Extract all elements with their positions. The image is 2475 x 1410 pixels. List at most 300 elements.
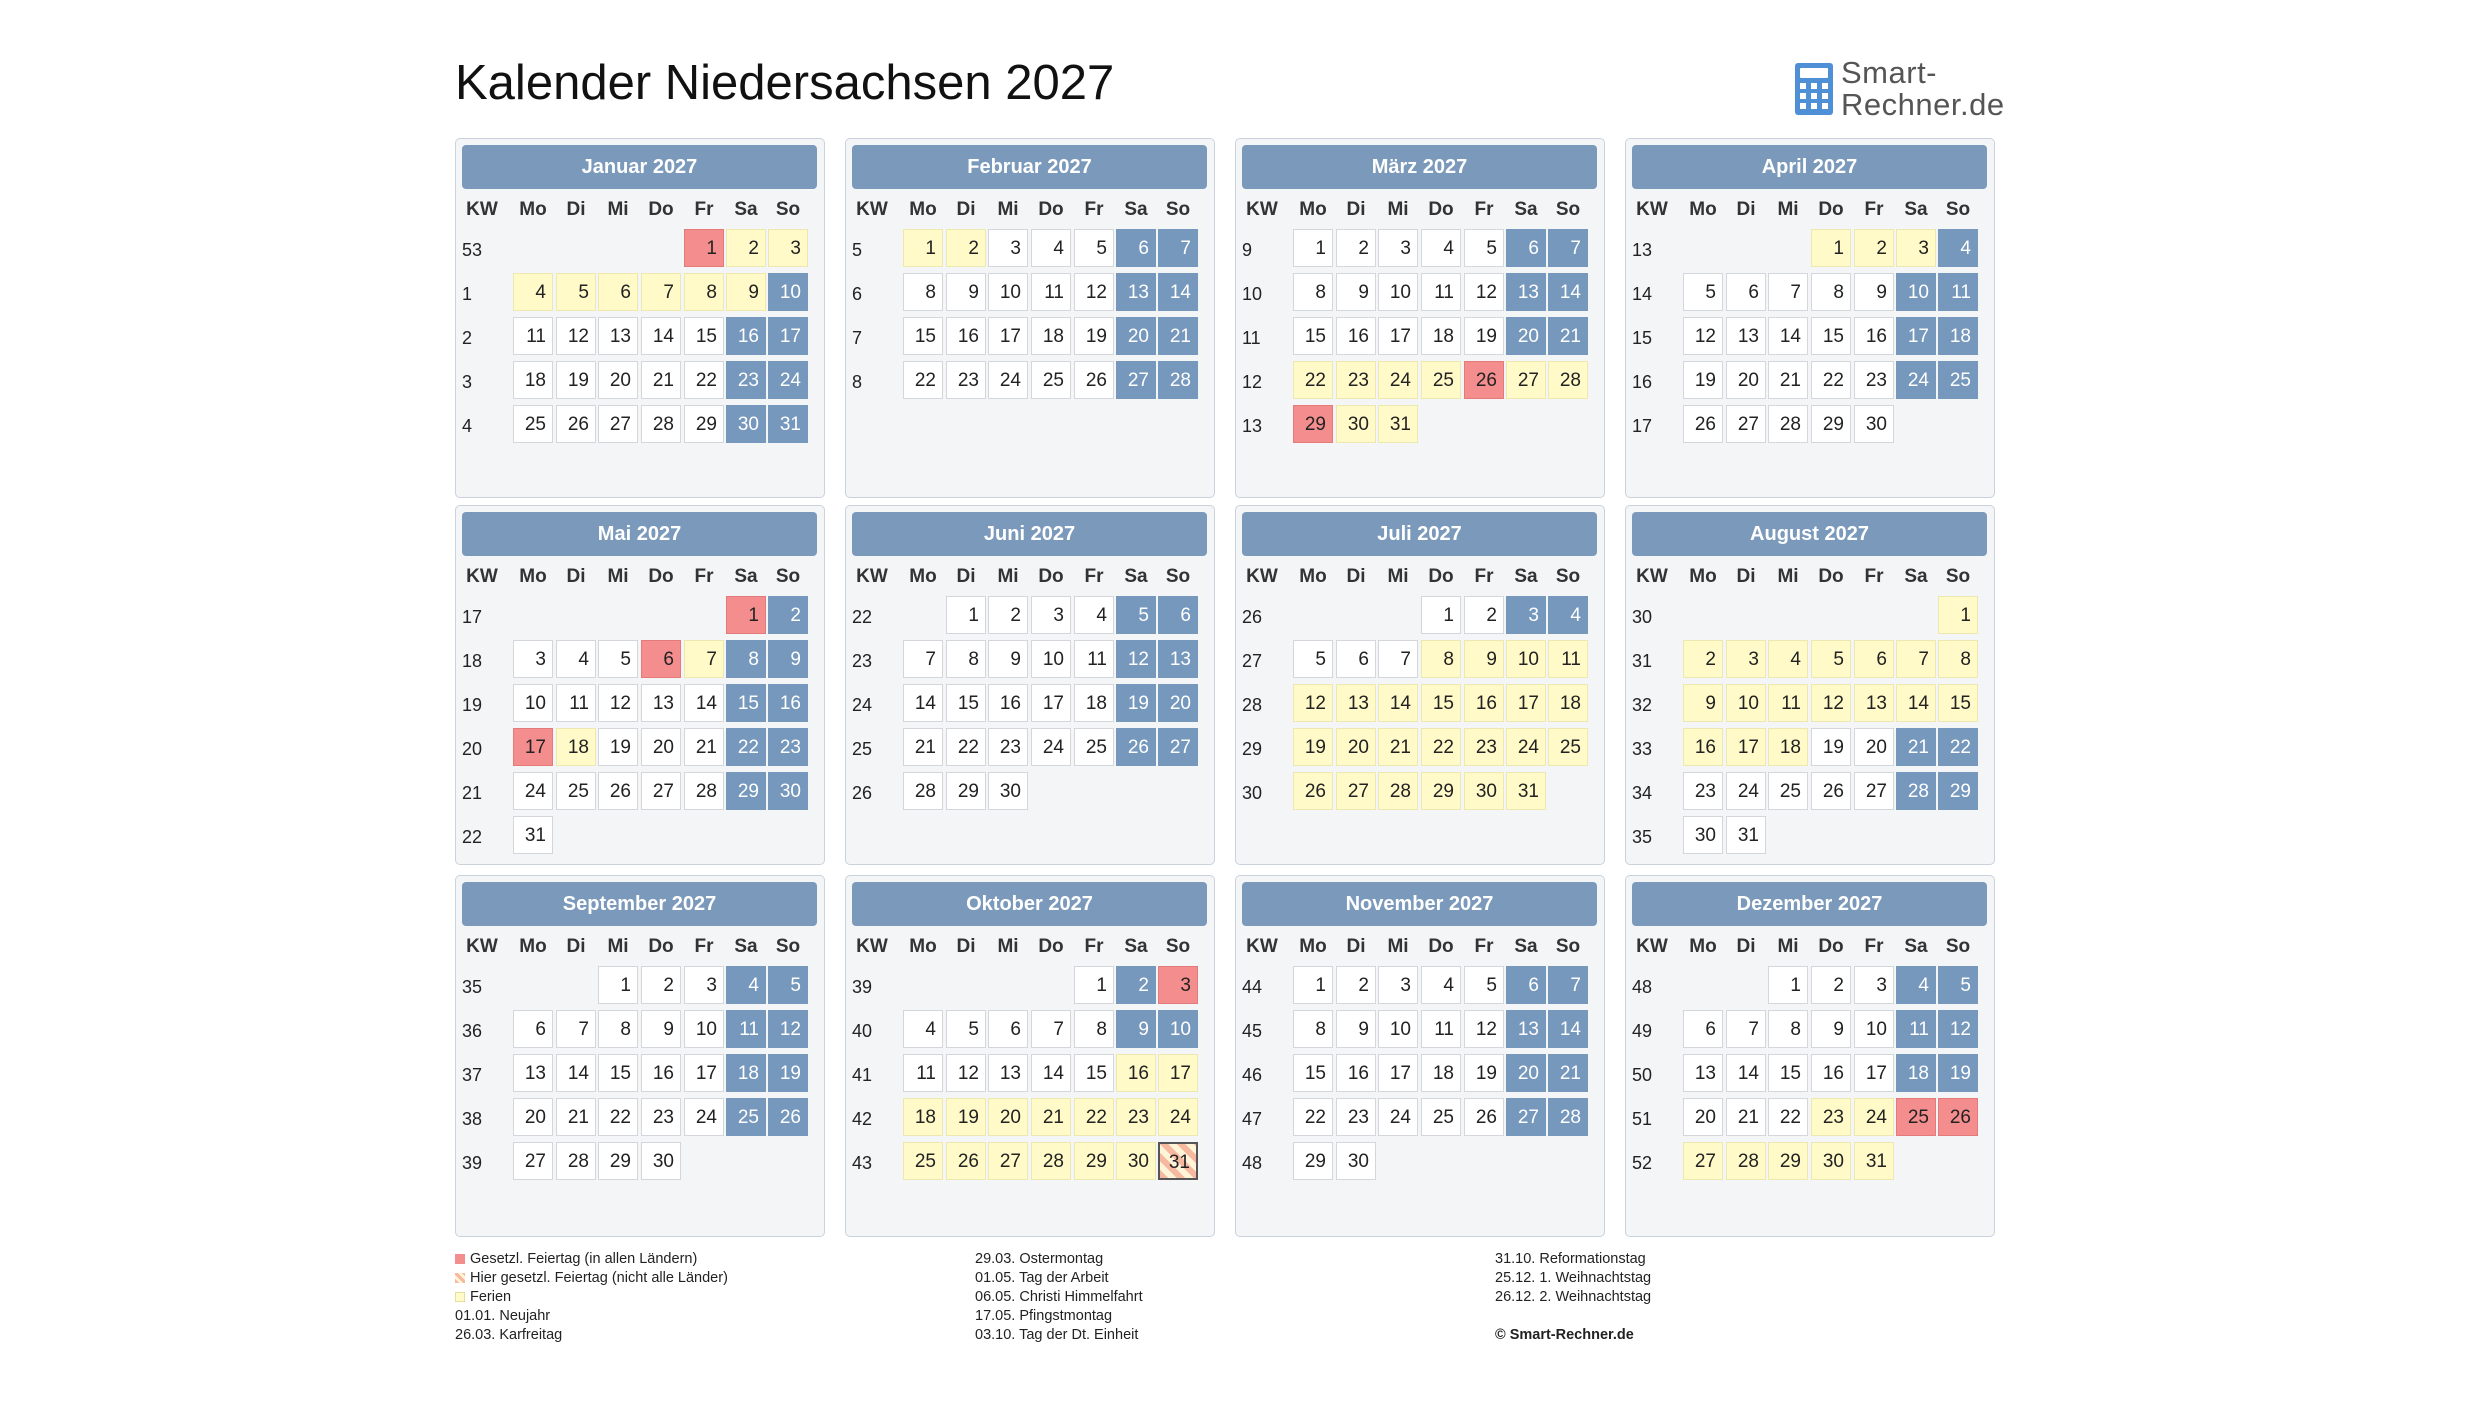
weekday-header: Mi — [607, 199, 629, 220]
day-cell: 23 — [1683, 772, 1723, 810]
weekday-header: Sa — [1904, 936, 1928, 957]
day-cell: 29 — [1938, 772, 1978, 810]
day-cell: 23 — [1854, 361, 1894, 399]
day-cell: 5 — [768, 966, 808, 1004]
legend-text: 1. Weihnachtstag — [1539, 1270, 1652, 1286]
week-number: 33 — [1632, 739, 1653, 759]
day-cell: 3 — [768, 229, 808, 267]
week-number: 5 — [852, 240, 863, 260]
week-number: 39 — [852, 977, 873, 997]
weekday-header: Do — [1818, 936, 1844, 957]
week-number: 34 — [1632, 783, 1653, 803]
day-cell: 28 — [1548, 1098, 1588, 1136]
day-cell: 27 — [1116, 361, 1156, 399]
day-cell: 22 — [1074, 1098, 1114, 1136]
day-cell: 11 — [726, 1010, 766, 1048]
day-cell: 2 — [768, 596, 808, 634]
logo-text-line2: Rechner.de — [1841, 87, 2005, 122]
legend-item — [975, 1269, 1143, 1288]
day-cell: 21 — [556, 1098, 596, 1136]
day-cell: 17 — [513, 728, 553, 766]
weekday-header: KW — [466, 199, 498, 220]
day-cell: 11 — [1938, 273, 1978, 311]
day-cell: 11 — [1768, 684, 1808, 722]
week-number: 46 — [1242, 1065, 1263, 1085]
day-cell: 26 — [1074, 361, 1114, 399]
weekday-header: So — [775, 566, 801, 587]
day-cell: 15 — [1768, 1054, 1808, 1092]
month-title: Mai 2027 — [462, 512, 817, 556]
day-cell: 24 — [1854, 1098, 1894, 1136]
day-cell: 9 — [1683, 684, 1723, 722]
day-cell: 9 — [1116, 1010, 1156, 1048]
day-cell: 19 — [946, 1098, 986, 1136]
day-cell: 29 — [1293, 405, 1333, 443]
day-cell: 31 — [1158, 1142, 1198, 1180]
day-cell: 9 — [726, 273, 766, 311]
week-number: 22 — [852, 607, 873, 627]
day-cell: 6 — [513, 1010, 553, 1048]
day-cell: 12 — [598, 684, 638, 722]
day-cell: 13 — [1854, 684, 1894, 722]
day-cell: 12 — [1938, 1010, 1978, 1048]
day-cell: 5 — [1811, 640, 1851, 678]
week-number: 18 — [462, 651, 483, 671]
day-cell: 19 — [1938, 1054, 1978, 1092]
day-cell: 16 — [1811, 1054, 1851, 1092]
day-cell: 25 — [556, 772, 596, 810]
day-cell: 29 — [946, 772, 986, 810]
day-cell: 18 — [903, 1098, 943, 1136]
weekday-header: Mo — [519, 566, 547, 587]
day-cell: 25 — [1896, 1098, 1936, 1136]
weekday-header: Mo — [1299, 936, 1327, 957]
day-cell: 23 — [988, 728, 1028, 766]
day-cell: 17 — [1031, 684, 1071, 722]
day-cell: 9 — [946, 273, 986, 311]
weekday-header: Fr — [1864, 936, 1884, 957]
day-cell: 13 — [988, 1054, 1028, 1092]
week-number: 41 — [852, 1065, 873, 1085]
day-cell: 18 — [1548, 684, 1588, 722]
day-cell: 10 — [513, 684, 553, 722]
weekday-header: Mo — [1299, 566, 1327, 587]
weekday-header: Fr — [1084, 199, 1104, 220]
week-number: 26 — [1242, 607, 1263, 627]
day-cell: 15 — [1811, 317, 1851, 355]
legend-text: Tag der Arbeit — [1019, 1270, 1109, 1286]
weekday-header: Mo — [909, 936, 937, 957]
day-cell: 24 — [1158, 1098, 1198, 1136]
day-cell: 20 — [1116, 317, 1156, 355]
day-cell: 1 — [903, 229, 943, 267]
weekday-header: Mi — [997, 936, 1019, 957]
day-cell: 13 — [641, 684, 681, 722]
weekday-header: Di — [1346, 199, 1366, 220]
day-cell: 21 — [1726, 1098, 1766, 1136]
day-cell: 20 — [641, 728, 681, 766]
day-cell: 14 — [684, 684, 724, 722]
legend-swatch — [455, 1292, 465, 1302]
week-number: 27 — [1242, 651, 1263, 671]
weekday-header: KW — [466, 566, 498, 587]
day-cell: 6 — [641, 640, 681, 678]
week-number: 37 — [462, 1065, 483, 1085]
smart-rechner-logo[interactable] — [1795, 57, 2005, 121]
week-number: 16 — [1632, 372, 1653, 392]
day-cell: 22 — [1293, 361, 1333, 399]
day-cell: 19 — [1464, 1054, 1504, 1092]
weekday-header: KW — [856, 936, 888, 957]
week-number: 43 — [852, 1153, 873, 1173]
weekday-header: Sa — [1514, 936, 1538, 957]
day-cell: 17 — [1506, 684, 1546, 722]
weekday-header: Mi — [1777, 199, 1799, 220]
day-cell: 31 — [1726, 816, 1766, 854]
week-number: 35 — [1632, 827, 1653, 847]
legend-date: 26.03. — [455, 1327, 500, 1343]
day-cell: 24 — [1378, 361, 1418, 399]
day-cell: 28 — [1896, 772, 1936, 810]
day-cell: 8 — [1074, 1010, 1114, 1048]
week-number: 4 — [462, 416, 473, 436]
day-cell: 8 — [726, 640, 766, 678]
weekday-header: Mi — [997, 199, 1019, 220]
day-cell: 9 — [1336, 1010, 1376, 1048]
day-cell: 13 — [1158, 640, 1198, 678]
week-number: 28 — [1242, 695, 1263, 715]
day-cell: 9 — [1464, 640, 1504, 678]
day-cell: 30 — [1464, 772, 1504, 810]
weekday-header: Mi — [1777, 936, 1799, 957]
weekday-header: Di — [1736, 936, 1756, 957]
weekday-header: Di — [956, 936, 976, 957]
day-cell: 13 — [1726, 317, 1766, 355]
day-cell: 26 — [1464, 361, 1504, 399]
day-cell: 28 — [1031, 1142, 1071, 1180]
weekday-header: Mi — [1387, 199, 1409, 220]
day-cell: 30 — [1683, 816, 1723, 854]
day-cell: 7 — [1378, 640, 1418, 678]
day-cell: 20 — [513, 1098, 553, 1136]
weekday-header: Di — [566, 936, 586, 957]
month-title: Juli 2027 — [1242, 512, 1597, 556]
day-cell: 14 — [1031, 1054, 1071, 1092]
day-cell: 24 — [1896, 361, 1936, 399]
day-cell: 4 — [903, 1010, 943, 1048]
day-cell: 17 — [684, 1054, 724, 1092]
page-title: Kalender Niedersachsen 2027 — [455, 56, 1115, 110]
weekday-header: So — [1165, 199, 1191, 220]
week-number: 47 — [1242, 1109, 1263, 1129]
day-cell: 11 — [903, 1054, 943, 1092]
day-cell: 29 — [726, 772, 766, 810]
weekday-header: So — [775, 936, 801, 957]
week-number: 13 — [1242, 416, 1263, 436]
day-cell: 4 — [1031, 229, 1071, 267]
day-cell: 11 — [556, 684, 596, 722]
legend-date: 17.05. — [975, 1308, 1020, 1324]
week-number: 40 — [852, 1021, 873, 1041]
day-cell: 12 — [946, 1054, 986, 1092]
day-cell: 5 — [598, 640, 638, 678]
weekday-header: Mo — [1689, 936, 1717, 957]
day-cell: 31 — [1506, 772, 1546, 810]
day-cell: 28 — [1548, 361, 1588, 399]
day-cell: 10 — [1726, 684, 1766, 722]
day-cell: 23 — [946, 361, 986, 399]
month-title: Juni 2027 — [852, 512, 1207, 556]
day-cell: 10 — [1158, 1010, 1198, 1048]
day-cell: 9 — [1336, 273, 1376, 311]
day-cell: 3 — [1031, 596, 1071, 634]
week-number: 30 — [1242, 783, 1263, 803]
day-cell: 12 — [1464, 273, 1504, 311]
day-cell: 6 — [988, 1010, 1028, 1048]
day-cell: 8 — [1293, 273, 1333, 311]
day-cell: 22 — [946, 728, 986, 766]
week-number: 44 — [1242, 977, 1263, 997]
day-cell: 12 — [1464, 1010, 1504, 1048]
day-cell: 19 — [768, 1054, 808, 1092]
day-cell: 29 — [684, 405, 724, 443]
day-cell: 23 — [1336, 361, 1376, 399]
day-cell: 19 — [1116, 684, 1156, 722]
day-cell: 18 — [1421, 317, 1461, 355]
day-cell: 5 — [556, 273, 596, 311]
day-cell: 11 — [1074, 640, 1114, 678]
day-cell: 23 — [768, 728, 808, 766]
day-cell: 24 — [1726, 772, 1766, 810]
day-cell: 13 — [1506, 1010, 1546, 1048]
day-cell: 2 — [988, 596, 1028, 634]
day-cell: 20 — [598, 361, 638, 399]
week-number: 6 — [852, 284, 863, 304]
day-cell: 9 — [641, 1010, 681, 1048]
day-cell: 14 — [1378, 684, 1418, 722]
week-number: 23 — [852, 651, 873, 671]
legend-swatch — [455, 1273, 465, 1283]
day-cell: 8 — [1421, 640, 1461, 678]
day-cell: 15 — [1293, 317, 1333, 355]
copyright: © Smart-Rechner.de — [1495, 1327, 1634, 1343]
day-cell: 7 — [1031, 1010, 1071, 1048]
day-cell: 2 — [1854, 229, 1894, 267]
day-cell: 1 — [684, 229, 724, 267]
day-cell: 14 — [1548, 273, 1588, 311]
day-cell: 24 — [684, 1098, 724, 1136]
day-cell: 30 — [1811, 1142, 1851, 1180]
day-cell: 8 — [1938, 640, 1978, 678]
day-cell: 12 — [1683, 317, 1723, 355]
day-cell: 13 — [1116, 273, 1156, 311]
week-number: 17 — [1632, 416, 1653, 436]
day-cell: 24 — [1506, 728, 1546, 766]
day-cell: 10 — [1506, 640, 1546, 678]
day-cell: 21 — [1031, 1098, 1071, 1136]
month-2 — [845, 138, 1215, 498]
legend-date: 01.05. — [975, 1270, 1020, 1286]
week-number: 20 — [462, 739, 483, 759]
weekday-header: Mi — [607, 936, 629, 957]
day-cell: 20 — [1726, 361, 1766, 399]
weekday-header: Sa — [1124, 199, 1148, 220]
day-cell: 24 — [988, 361, 1028, 399]
day-cell: 16 — [641, 1054, 681, 1092]
day-cell: 23 — [1336, 1098, 1376, 1136]
day-cell: 19 — [1464, 317, 1504, 355]
day-cell: 22 — [1768, 1098, 1808, 1136]
day-cell: 16 — [1336, 1054, 1376, 1092]
week-number: 32 — [1632, 695, 1653, 715]
day-cell: 18 — [513, 361, 553, 399]
month-9 — [455, 875, 825, 1237]
weekday-header: Do — [648, 566, 674, 587]
weekday-header: Do — [1428, 199, 1454, 220]
day-cell: 1 — [1293, 966, 1333, 1004]
day-cell: 10 — [1378, 273, 1418, 311]
day-cell: 1 — [946, 596, 986, 634]
legend-text: Ostermontag — [1019, 1251, 1104, 1267]
day-cell: 2 — [1116, 966, 1156, 1004]
day-cell: 14 — [1158, 273, 1198, 311]
day-cell: 30 — [988, 772, 1028, 810]
weekday-header: Mi — [607, 566, 629, 587]
week-number: 19 — [462, 695, 483, 715]
legend-text: Ferien — [470, 1289, 512, 1305]
weekday-header: Mi — [1777, 566, 1799, 587]
weekday-header: Mo — [909, 199, 937, 220]
week-number: 14 — [1632, 284, 1653, 304]
day-cell: 8 — [1811, 273, 1851, 311]
day-cell: 3 — [1726, 640, 1766, 678]
weekday-header: So — [1555, 566, 1581, 587]
weekday-header: Fr — [694, 936, 714, 957]
day-cell: 17 — [1854, 1054, 1894, 1092]
week-number: 26 — [852, 783, 873, 803]
day-cell: 21 — [1768, 361, 1808, 399]
weekday-header: Mo — [1299, 199, 1327, 220]
day-cell: 13 — [598, 317, 638, 355]
day-cell: 25 — [903, 1142, 943, 1180]
day-cell: 14 — [556, 1054, 596, 1092]
weekday-header: Fr — [1084, 936, 1104, 957]
day-cell: 5 — [1464, 966, 1504, 1004]
day-cell: 8 — [598, 1010, 638, 1048]
day-cell: 6 — [1336, 640, 1376, 678]
day-cell: 8 — [903, 273, 943, 311]
month-title: September 2027 — [462, 882, 817, 926]
legend-column-2 — [975, 1250, 1143, 1345]
day-cell: 1 — [1938, 596, 1978, 634]
week-number: 52 — [1632, 1153, 1653, 1173]
day-cell: 13 — [1336, 684, 1376, 722]
day-cell: 4 — [1768, 640, 1808, 678]
day-cell: 26 — [946, 1142, 986, 1180]
day-cell: 2 — [1464, 596, 1504, 634]
week-number: 38 — [462, 1109, 483, 1129]
day-cell: 23 — [641, 1098, 681, 1136]
day-cell: 25 — [1548, 728, 1588, 766]
day-cell: 7 — [1548, 229, 1588, 267]
day-cell: 21 — [1548, 317, 1588, 355]
day-cell: 27 — [1506, 361, 1546, 399]
day-cell: 1 — [1421, 596, 1461, 634]
day-cell: 18 — [1896, 1054, 1936, 1092]
month-title: Oktober 2027 — [852, 882, 1207, 926]
day-cell: 4 — [1074, 596, 1114, 634]
day-cell: 20 — [1158, 684, 1198, 722]
day-cell: 18 — [1031, 317, 1071, 355]
legend-item — [455, 1269, 728, 1288]
day-cell: 20 — [1506, 317, 1546, 355]
weekday-header: Mo — [1689, 199, 1717, 220]
month-title: Januar 2027 — [462, 145, 817, 189]
month-10 — [845, 875, 1215, 1237]
day-cell: 24 — [1378, 1098, 1418, 1136]
weekday-header: Fr — [1474, 566, 1494, 587]
weekday-header: Mi — [1387, 566, 1409, 587]
month-3 — [1235, 138, 1605, 498]
day-cell: 9 — [988, 640, 1028, 678]
day-cell: 7 — [903, 640, 943, 678]
day-cell: 24 — [513, 772, 553, 810]
day-cell: 10 — [988, 273, 1028, 311]
weekday-header: Fr — [1474, 936, 1494, 957]
month-12 — [1625, 875, 1995, 1237]
day-cell: 27 — [1336, 772, 1376, 810]
weekday-header: Di — [566, 199, 586, 220]
day-cell: 9 — [1811, 1010, 1851, 1048]
day-cell: 2 — [1811, 966, 1851, 1004]
day-cell: 4 — [1938, 229, 1978, 267]
day-cell: 19 — [556, 361, 596, 399]
weekday-header: Do — [648, 199, 674, 220]
day-cell: 27 — [598, 405, 638, 443]
day-cell: 15 — [1421, 684, 1461, 722]
legend-text: Neujahr — [499, 1308, 551, 1324]
month-title: November 2027 — [1242, 882, 1597, 926]
legend-text: Reformationstag — [1539, 1251, 1646, 1267]
logo-text-line1: Smart- — [1841, 55, 1937, 90]
day-cell: 27 — [1158, 728, 1198, 766]
day-cell: 17 — [1896, 317, 1936, 355]
day-cell: 15 — [1938, 684, 1978, 722]
day-cell: 1 — [1074, 966, 1114, 1004]
day-cell: 8 — [1768, 1010, 1808, 1048]
day-cell: 4 — [513, 273, 553, 311]
week-number: 30 — [1632, 607, 1653, 627]
legend-date: 31.10. — [1495, 1251, 1540, 1267]
weekday-header: Fr — [1084, 566, 1104, 587]
day-cell: 22 — [1938, 728, 1978, 766]
legend-swatch — [455, 1254, 465, 1264]
day-cell: 26 — [1464, 1098, 1504, 1136]
day-cell: 5 — [1683, 273, 1723, 311]
day-cell: 4 — [1896, 966, 1936, 1004]
day-cell: 21 — [1378, 728, 1418, 766]
day-cell: 27 — [513, 1142, 553, 1180]
legend-item — [455, 1307, 728, 1326]
day-cell: 16 — [1683, 728, 1723, 766]
day-cell: 18 — [1938, 317, 1978, 355]
weekday-header: KW — [856, 199, 888, 220]
day-cell: 16 — [1116, 1054, 1156, 1092]
weekday-header: Do — [1428, 566, 1454, 587]
day-cell: 31 — [1854, 1142, 1894, 1180]
day-cell: 12 — [1293, 684, 1333, 722]
week-number: 24 — [852, 695, 873, 715]
